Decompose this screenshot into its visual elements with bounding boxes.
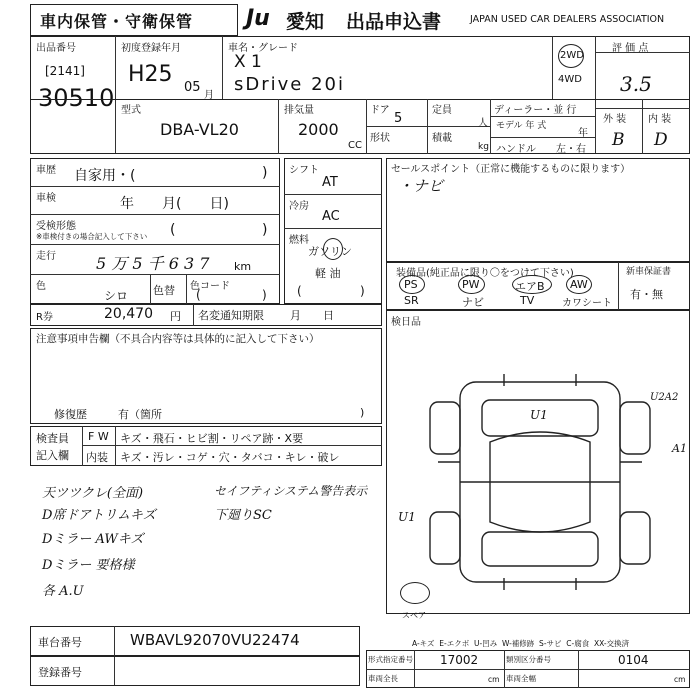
chassis-label: 車台番号 — [38, 636, 82, 649]
history-label: 車歴 — [36, 165, 56, 176]
lot-small-number: [2141] — [45, 64, 85, 78]
spare-tire-icon — [400, 582, 430, 604]
handle-label: ハンドル — [496, 144, 536, 155]
model-grade: sDrive 20i — [234, 74, 345, 95]
fuel-label: 燃料 — [289, 235, 309, 246]
acceptance-note: ※車検付きの場合記入して下さい — [36, 232, 148, 241]
damage-mark: U2A2 — [650, 392, 679, 403]
inspection-value: 年 月( 日) — [120, 196, 229, 212]
displacement-unit: CC — [348, 140, 362, 151]
equipment-label: 装備品(純正品に限り〇をつけて下さい) — [396, 268, 574, 279]
inspector-fw-text: キズ・飛石・ヒビ割・リペア跡・X要 — [120, 432, 304, 445]
history-value: 自家用・( — [74, 168, 136, 184]
class-designation-value: 0104 — [618, 653, 649, 667]
equipment-circle-pw — [458, 275, 485, 294]
inspection-room-label: 検日品 — [391, 317, 421, 328]
door-label: ドア — [370, 105, 390, 116]
shift-value: AT — [322, 175, 338, 190]
capacity-label: 定員 — [432, 105, 452, 116]
lot-number: 30510 — [38, 84, 115, 112]
org-logo: Ju — [246, 6, 270, 31]
color-label: 色 — [36, 281, 46, 292]
handwritten-note: Dミラー 要格様 — [42, 558, 135, 573]
fuel-diesel: 軽 油 — [315, 267, 341, 280]
selling-point-value: ・ナビ — [398, 177, 444, 195]
repair-value: 有（箇所 — [118, 408, 162, 421]
history-close: ) — [262, 165, 268, 181]
selling-point-label: セールスポイント（正常に機能するものに限ります） — [391, 164, 631, 175]
interior-grade: D — [654, 130, 668, 150]
fuel-open: ( — [297, 284, 302, 298]
handwritten-note: Dミラー AWキズ — [42, 532, 144, 547]
color-code-close: ) — [262, 288, 267, 302]
equipment-circle-airbag — [512, 275, 552, 294]
vehicle-length-label: 車両全長 — [368, 674, 398, 683]
class-designation-label: 類別区分番号 — [506, 655, 551, 664]
color-value: シロ — [104, 289, 129, 303]
handwritten-note: 各 A.U — [42, 584, 84, 599]
type-label: 型式 — [121, 105, 141, 116]
load-unit: kg — [478, 142, 489, 152]
fuel-close: ) — [360, 284, 365, 298]
fuel-gasoline: ガソリン — [308, 245, 352, 258]
equipment-item: PS — [404, 278, 418, 291]
load-label: 積載 — [432, 133, 452, 144]
registration-label: 初度登録年月 — [121, 43, 181, 54]
interior-label: 内 装 — [648, 114, 672, 125]
color-code-open: ( — [196, 288, 201, 302]
new-car-warranty-value: 有・無 — [630, 288, 663, 301]
vehicle-length-unit: cm — [488, 675, 500, 684]
model-designation-label: 形式指定番号 — [368, 655, 413, 664]
capacity-unit: 人 — [478, 118, 488, 129]
type-value: DBA-VL20 — [160, 120, 239, 139]
shift-label: シフト — [289, 165, 319, 176]
handwritten-note: 天ツツクレ(全面) — [42, 486, 144, 501]
recycle-unit: 円 — [170, 310, 181, 323]
registration-month: 05 — [184, 80, 201, 95]
model-year-unit: 年 — [578, 128, 588, 139]
equipment-item: カワシート — [562, 298, 612, 309]
exterior-grade: B — [612, 130, 625, 150]
ac-value: AC — [322, 209, 340, 224]
color-change-label: 色替 — [153, 284, 175, 297]
handwritten-note: セイフティシステム警告表示 — [214, 484, 368, 498]
registration-month-unit: 月 — [204, 90, 214, 101]
notice-unit: 月 日 — [290, 309, 334, 322]
vehicle-width-unit: cm — [674, 675, 686, 684]
storage-note: 車内保管・守衛保管 — [40, 12, 194, 31]
exterior-label: 外 装 — [603, 114, 627, 125]
repair-close: ) — [360, 406, 365, 419]
inspector-label-2: 記入欄 — [36, 449, 69, 462]
acceptance-close: ) — [262, 222, 268, 238]
ac-label: 冷房 — [289, 201, 309, 212]
equipment-item: AW — [570, 278, 588, 291]
model-label: 車名・グレード — [228, 43, 298, 54]
acceptance-open: ( — [170, 222, 176, 238]
registration-number-label: 登録番号 — [38, 666, 82, 679]
registration-era: H25 — [128, 62, 173, 87]
damage-mark: U1 — [398, 510, 416, 524]
inspector-label-1: 検査員 — [36, 432, 69, 445]
model-year-label: モデル 年 式 — [496, 121, 547, 131]
equipment-item: SR — [404, 294, 419, 307]
acceptance-label: 受検形態 — [36, 221, 76, 232]
dealer-label: ディーラー・並 行 — [494, 105, 577, 116]
mileage-label: 走行 — [36, 251, 56, 262]
drive-circle-mark — [558, 44, 584, 68]
drive-4wd: 4WD — [558, 74, 582, 85]
car-damage-diagram — [420, 372, 660, 602]
handle-value: 左・右 — [556, 144, 586, 155]
new-car-warranty-label: 新車保証書 — [626, 267, 672, 277]
displacement-label: 排気量 — [284, 105, 314, 116]
equipment-item: TV — [520, 294, 535, 307]
vehicle-width-label: 車両全幅 — [506, 674, 536, 683]
color-code-label: 色コード — [190, 281, 230, 292]
notes-label: 注意事項申告欄（不具合内容等は具体的に記入して下さい） — [36, 333, 320, 345]
grade-value: 3.5 — [620, 72, 652, 96]
door-value: 5 — [394, 111, 403, 126]
handwritten-note: 下廻りSC — [214, 508, 272, 523]
equipment-item: エアB — [515, 280, 545, 293]
mileage-unit: km — [234, 260, 252, 273]
inspector-fw: F W — [88, 430, 109, 443]
damage-mark: A1 — [672, 442, 687, 455]
org-english-name: JAPAN USED CAR DEALERS ASSOCIATION — [470, 14, 665, 25]
inspection-label: 車検 — [36, 193, 56, 204]
spare-label: スペア — [402, 611, 426, 620]
mileage-value: 5 万 5 千 6 3 7 — [96, 254, 210, 273]
repair-label: 修復歴 — [54, 408, 87, 421]
grade-label: 評 価 点 — [612, 43, 649, 54]
equipment-item: PW — [462, 278, 480, 291]
fuel-circle-mark — [323, 238, 343, 260]
equipment-circle-ps — [399, 275, 425, 294]
notice-label: 名変通知期限 — [198, 309, 264, 322]
inspector-int-text: キズ・汚レ・コゲ・穴・タバコ・キレ・破レ — [120, 451, 340, 464]
drive-2wd: 2WD — [560, 50, 584, 61]
damage-legend: A-キズ E-エクボ U-凹み W-補修跡 S-サビ C-腐食 XX-交換済 — [412, 639, 630, 648]
model-designation-value: 17002 — [440, 653, 479, 667]
recycle-value: 20,470 — [104, 306, 153, 322]
org-name: 愛知 — [286, 11, 325, 33]
form-title: 出品申込書 — [346, 11, 442, 33]
equipment-item: ナビ — [462, 296, 484, 309]
model-name: X 1 — [234, 52, 262, 72]
equipment-circle-aw — [566, 275, 592, 294]
chassis-number: WBAVL92070VU22474 — [130, 631, 300, 649]
shape-label: 形状 — [370, 133, 390, 144]
lot-label: 出品番号 — [36, 43, 76, 54]
inspector-int: 内装 — [86, 451, 108, 464]
handwritten-note: D席ドアトリムキズ — [42, 508, 156, 523]
damage-mark: U1 — [530, 408, 548, 422]
displacement-value: 2000 — [298, 120, 339, 139]
recycle-label: R券 — [36, 312, 53, 323]
